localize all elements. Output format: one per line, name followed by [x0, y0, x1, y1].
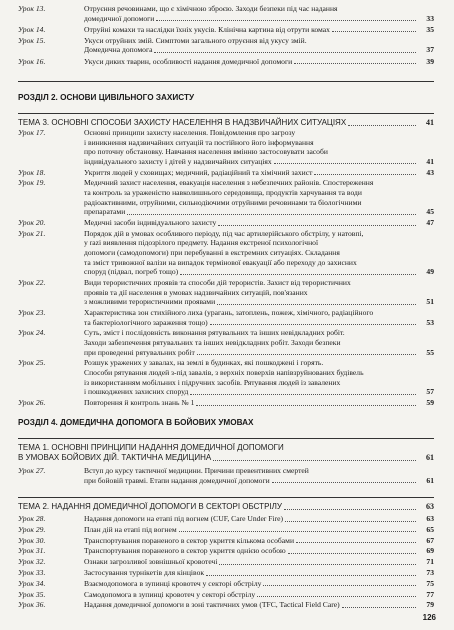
- dot-leader: [156, 20, 416, 21]
- lesson-number: Урок 30.: [18, 535, 46, 545]
- lesson-number: Урок 20.: [18, 218, 46, 227]
- lesson-number: Урок 25.: [18, 358, 46, 368]
- entry-text-line: Надання домедичної допомоги в зоні тактичних умов (TFC, Tactical Field Care): [84, 600, 340, 610]
- page-ref: 55: [426, 347, 434, 357]
- toc-entry[interactable]: [18, 536, 434, 546]
- entry-text-line: Самодопомога в зупинці кровотеч у секторі обстрілу: [84, 589, 256, 599]
- entry-text-line: у razі виявлення підозрілого предмету. Надання екстреної психологічної: [84, 238, 319, 248]
- entry-text-line: і виникнення надзвичайних ситуацій та постійного його інформування: [84, 137, 314, 147]
- toc-entry[interactable]: [18, 229, 434, 277]
- toc-entry[interactable]: [18, 128, 434, 166]
- tema-heading-3: [18, 118, 434, 128]
- page-ref: 73: [426, 568, 434, 577]
- toc-entry[interactable]: [18, 218, 434, 228]
- section-heading-2: РОЗДІЛ 2. ОСНОВИ ЦИВІЛЬНОГО ЗАХИСТУ: [18, 93, 195, 102]
- page-ref: 37: [426, 45, 434, 55]
- dot-leader: [180, 274, 416, 275]
- page-ref: 79: [426, 600, 434, 610]
- toc-entry[interactable]: [18, 36, 434, 55]
- dot-leader: [342, 607, 416, 608]
- page-ref: 51: [426, 297, 434, 307]
- lesson-title: [84, 590, 434, 600]
- toc-entry[interactable]: [18, 308, 434, 327]
- lesson-number: Урок 15.: [18, 35, 46, 45]
- entry-text-line: Медичні засоби індивідуального захисту: [84, 218, 217, 227]
- page-ref: 59: [426, 398, 434, 407]
- entry-text-line: Взаємодопомога в зупинці кровотеч у секторі обстрілу: [84, 578, 262, 588]
- page-ref: 57: [426, 387, 434, 397]
- lesson-title: [84, 4, 434, 23]
- entry-text-line: Ознаки загрозливої зовнішньої кровотечі: [84, 557, 218, 567]
- lesson-title: [84, 600, 434, 610]
- dot-leader: [196, 405, 416, 406]
- entry-text-line: індивідуального захисту і дітей у надзвичайних ситуаціях: [84, 156, 272, 166]
- entry-text-line: Порядок дій в умовах особливого періоду, під час артилерійського обстрілу, у натовпі,: [84, 228, 364, 238]
- lesson-title: [84, 128, 434, 166]
- toc-entry[interactable]: [18, 25, 434, 35]
- entry-text-line: і пошкоджених захисних споруд: [84, 387, 189, 397]
- entry-text-line: Отруєння речовинами, що є хімічною зброєю. Заходи безпеки під час надання: [84, 4, 338, 13]
- entry-text-line: Види терористичних проявів та способи дій терористів. Захист від терористичних: [84, 278, 351, 287]
- page-ref: 53: [426, 317, 434, 327]
- lesson-number: Урок 14.: [18, 24, 46, 34]
- lesson-title: [84, 398, 434, 408]
- entry-text-line: Розшук уражених у завалах, на землі в будинках, які пошкоджені і горять.: [84, 358, 324, 368]
- entry-text-line: Отруйні комахи та наслідки їхніх укусів. Клінічна картина від отрути комах: [84, 24, 330, 34]
- page-ref: 65: [426, 524, 434, 534]
- entry-text-line: Надання допомоги на етапі під вогнем (CUF, Care Under Fire): [84, 514, 283, 523]
- lesson-title: [84, 328, 434, 357]
- dot-leader: [274, 163, 416, 164]
- entry-text-line: та зміст тривожної валізи на випадок термінової евакуації або переходу до захисних: [84, 257, 357, 267]
- lesson-title: [84, 168, 434, 178]
- lesson-title: [84, 557, 434, 567]
- page-ref: 77: [426, 589, 434, 599]
- lesson-title: [84, 514, 434, 524]
- entry-text-line: препаратами: [84, 207, 126, 217]
- lesson-number: Урок 26.: [18, 398, 46, 407]
- entry-text-line: Основні принципи захисту населення. Повідомлення про загрозу: [84, 128, 296, 137]
- lesson-number: Урок 18.: [18, 167, 46, 177]
- toc-entry[interactable]: [18, 557, 434, 567]
- dot-leader: [190, 394, 416, 395]
- page-ref: 67: [426, 535, 434, 545]
- page-ref: 41: [426, 118, 434, 127]
- entry-text-line: споруд (підвал, погреб тощо): [84, 267, 179, 277]
- toc-entry[interactable]: [18, 590, 434, 600]
- entry-text-line: при бойовій травмі. Етапи надання домедичної допомоги: [84, 475, 270, 485]
- dot-leader: [217, 304, 416, 305]
- entry-text-line: ТЕМА 3. ОСНОВНІ СПОСОБИ ЗАХИСТУ НАСЕЛЕННЯ В НАДЗВИЧАЙНИХ СИТУАЦІЯХ: [18, 118, 347, 127]
- entry-text-line: Транспортування пораненого в сектор укриття однією особою: [84, 546, 286, 556]
- lesson-title: [84, 218, 434, 228]
- entry-text-line: Заходи забезпечення рятувальних та інших невідкладних робіт. Заходи безпеки: [84, 337, 341, 347]
- entry-text-line: радіоактивними, отруйними, сильнодіючими отруйними речовинами та біологічними: [84, 197, 362, 207]
- toc-entry[interactable]: [18, 328, 434, 357]
- dot-leader: [285, 521, 416, 522]
- entry-text-line: проявів та дії населення в умовах надзвичайних ситуацій, пов'язаних: [84, 287, 308, 297]
- lesson-title: [84, 536, 434, 546]
- lesson-number: Урок 33.: [18, 568, 46, 577]
- page-ref: 75: [426, 578, 434, 588]
- toc-entry[interactable]: [18, 57, 434, 67]
- lesson-number: Урок 35.: [18, 589, 46, 599]
- lesson-number: Урок 29.: [18, 524, 46, 534]
- toc-entry[interactable]: [18, 278, 434, 307]
- dot-leader: [284, 509, 416, 510]
- toc-entry[interactable]: [18, 568, 434, 578]
- entry-text-line: Повторення й контроль знань № 1: [84, 398, 195, 407]
- entry-text-line: ТЕМА 2. НАДАННЯ ДОМЕДИЧНОЇ ДОПОМОГИ В СЕКТОРІ ОБСТРІЛУ: [18, 502, 282, 511]
- page-ref: 41: [426, 156, 434, 166]
- dot-leader: [206, 575, 416, 576]
- lesson-title: [84, 57, 434, 67]
- dot-leader: [263, 585, 416, 586]
- lesson-title: [84, 579, 434, 589]
- entry-text-line: із використанням мобільних і підручних засобів. Рятування людей із завалених: [84, 377, 341, 387]
- entry-text-line: Застосування турнікетів для кінцівок: [84, 568, 205, 577]
- lesson-title: [84, 546, 434, 556]
- lesson-number: Урок 19.: [18, 178, 46, 188]
- lesson-title: [84, 308, 434, 327]
- lesson-title: [84, 36, 434, 55]
- entry-text-line: Домедична допомога: [84, 45, 153, 55]
- entry-text-line: Суть, зміст і послідовність виконання рятувальних та інших невідкладних робіт.: [84, 328, 345, 338]
- toc-entry[interactable]: [18, 546, 434, 556]
- lesson-number: Урок 13.: [18, 4, 46, 13]
- entry-text-line: та контроль за ураженістю навколишнього середовища, продуктів харчування та води: [84, 187, 362, 197]
- entry-text-line: Медичний захист населення, евакуація населення з небезпечних районів. Спостереження: [84, 178, 374, 188]
- lesson-title: [84, 358, 434, 396]
- toc-entry[interactable]: [18, 600, 434, 610]
- toc-entry[interactable]: [18, 525, 434, 535]
- lesson-number: Урок 34.: [18, 578, 46, 588]
- entry-text-line: Способи рятування людей з-під завалів, з верхніх поверхів напівзруйнованих будівель: [84, 367, 364, 377]
- entry-text-line: допомоги (самодопомоги) при перебуванні в екстремних ситуаціях. Складання: [84, 247, 340, 257]
- page-ref: 45: [426, 207, 434, 217]
- toc-entry[interactable]: [18, 4, 434, 23]
- entry-text-line: Характеристика зон стихійного лиха (урагань, затоплень, пожеж, хімічного, радіаційного: [84, 308, 374, 317]
- dot-leader: [348, 125, 416, 126]
- section-heading-4: РОЗДІЛ 4. ДОМЕДИЧНА ДОПОМОГА В БОЙОВИХ УМОВАХ: [18, 418, 254, 427]
- entry-text-line: при проведенні рятувальних робіт: [84, 347, 195, 357]
- lesson-number: Урок 24.: [18, 328, 46, 338]
- dot-leader: [294, 63, 416, 64]
- toc-entry[interactable]: [18, 514, 434, 524]
- lesson-number: Урок 28.: [18, 514, 46, 523]
- entry-text-line: про поточну обстановку. Навчання населення вмінню застосовувати засоби: [84, 147, 328, 157]
- dot-leader: [154, 52, 416, 53]
- dot-leader: [219, 564, 416, 565]
- dot-leader: [314, 174, 416, 175]
- tema-heading-1: [18, 443, 434, 463]
- dot-leader: [127, 214, 416, 215]
- lesson-number: Урок 31.: [18, 546, 46, 556]
- dot-leader: [272, 482, 416, 483]
- entry-text-line: Укуси отруйних змій. Симптоми загального отруєння від укусу змій.: [84, 35, 307, 45]
- entry-text-line: домедичної допомоги: [84, 13, 155, 23]
- page-ref: 47: [426, 218, 434, 227]
- lesson-title: [84, 466, 434, 485]
- dot-leader: [296, 542, 416, 543]
- page-ref: 71: [426, 557, 434, 567]
- lesson-number: Урок 16.: [18, 56, 46, 66]
- page-ref: 61: [426, 453, 434, 462]
- dot-leader: [213, 460, 416, 461]
- dot-leader: [257, 596, 416, 597]
- divider: [18, 81, 434, 82]
- page-number: 126: [422, 613, 436, 622]
- lesson-number: Урок 32.: [18, 557, 46, 567]
- entry-text-line: Вступ до курсу тактичної медицини. Причини превентивних смертей: [84, 466, 309, 475]
- dot-leader: [179, 531, 416, 532]
- page-ref: 39: [426, 56, 434, 66]
- lesson-number: Урок 36.: [18, 600, 46, 610]
- lesson-title: [84, 178, 434, 216]
- toc-entry[interactable]: [18, 168, 434, 178]
- page-ref: 35: [426, 24, 434, 34]
- entry-text-line: Транспортування пораненого в сектор укриття кількома особами: [84, 535, 295, 545]
- entry-text-line: План дій на етапі під вогнем: [84, 524, 177, 534]
- entry-text-line: ТЕМА 1. ОСНОВНІ ПРИНЦИПИ НАДАННЯ ДОМЕДИЧНОЇ ДОПОМОГИ: [18, 443, 284, 452]
- divider: [18, 438, 434, 439]
- lesson-number: Урок 21.: [18, 228, 46, 238]
- toc-entry[interactable]: [18, 358, 434, 396]
- page-ref: 63: [426, 502, 434, 511]
- lesson-number: Урок 27.: [18, 466, 46, 475]
- dot-leader: [218, 225, 416, 226]
- lesson-title: [84, 568, 434, 578]
- toc-entry[interactable]: [18, 398, 434, 408]
- divider: [18, 113, 434, 114]
- lesson-number: Урок 17.: [18, 128, 46, 137]
- dot-leader: [197, 354, 416, 355]
- page-ref: 63: [426, 514, 434, 523]
- lesson-title: [84, 525, 434, 535]
- lesson-title: [84, 278, 434, 307]
- toc-entry[interactable]: [18, 178, 434, 216]
- tema-heading-2: [18, 502, 434, 512]
- entry-text-line: Укуси диких тварин, особливості надання домедичної допомоги: [84, 56, 293, 66]
- entry-text-line: з можливими терористичними проявами: [84, 297, 216, 307]
- page-ref: 69: [426, 546, 434, 556]
- entry-text-line: В УМОВАХ БОЙОВИХ ДІЙ. ТАКТИЧНА МЕДИЦИНА: [18, 453, 212, 462]
- divider: [18, 497, 434, 498]
- lesson-title: [84, 25, 434, 35]
- page-ref: 49: [426, 267, 434, 277]
- page-ref: 61: [426, 475, 434, 485]
- lesson-number: Урок 22.: [18, 278, 46, 287]
- lesson-title: [84, 229, 434, 277]
- dot-leader: [288, 553, 416, 554]
- toc-entry[interactable]: [18, 466, 434, 485]
- lesson-number: Урок 23.: [18, 308, 46, 317]
- entry-text-line: та бактеріологічного зараження тощо): [84, 317, 208, 327]
- entry-text-line: Укриття людей у сховищах; медичний, радіаційний та хімічний захист: [84, 167, 313, 177]
- page-ref: 33: [426, 13, 434, 23]
- page-ref: 43: [426, 167, 434, 177]
- dot-leader: [210, 324, 416, 325]
- toc-entry[interactable]: [18, 579, 434, 589]
- dot-leader: [332, 31, 416, 32]
